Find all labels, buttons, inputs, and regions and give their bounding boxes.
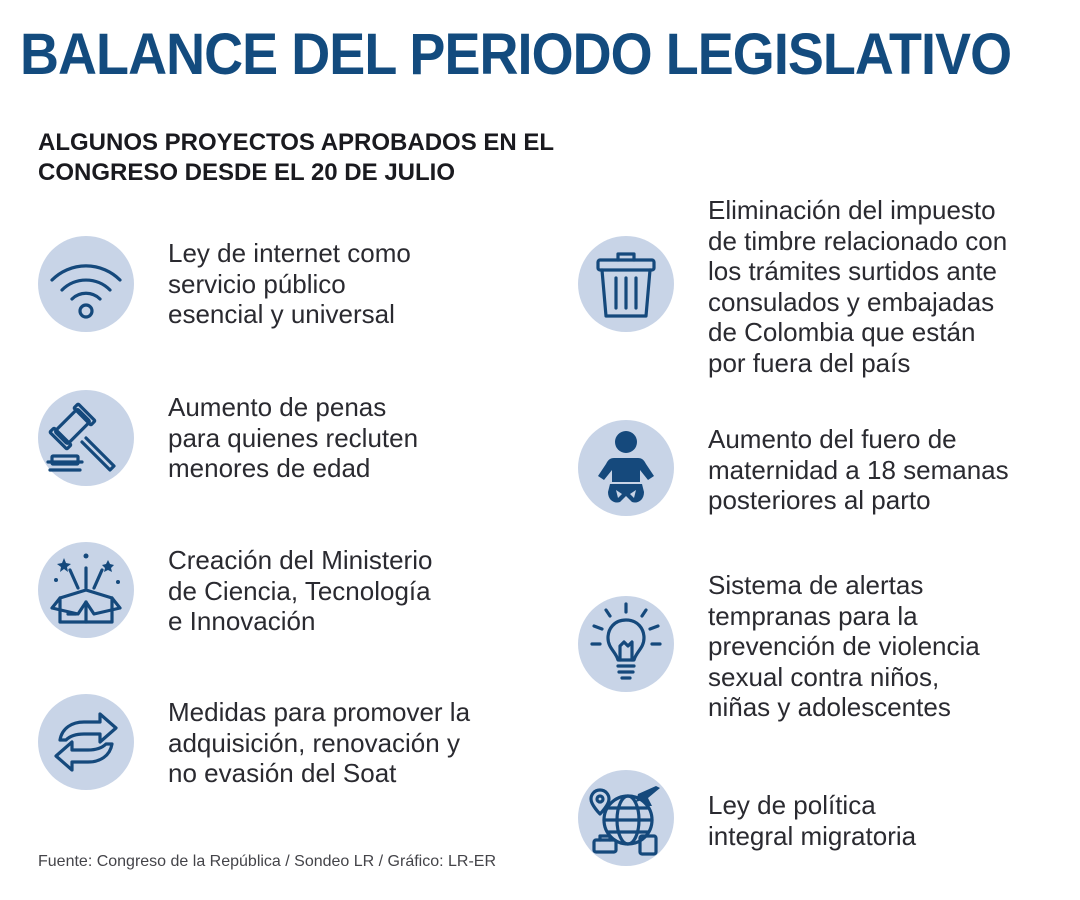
light-bulb-icon	[578, 596, 674, 692]
item-text: Eliminación del impuesto de timbre relacionado con los trámites surtidos ante consulados y embajadas de Colombia que están por fuera del país	[708, 195, 1008, 378]
baby-icon	[578, 420, 674, 516]
source-note: Fuente: Congreso de la República / Sondeo LR / Gráfico: LR-ER	[38, 853, 497, 870]
page-title: BALANCE DEL PERIODO LEGISLATIVO	[20, 22, 1012, 87]
refresh-arrows-icon	[38, 694, 134, 790]
item-text: Sistema de alertas tempranas para la prevención de violencia sexual contra niños, niñas y adolescentes	[708, 570, 980, 722]
item-text: Creación del Ministerio de Ciencia, Tecnología e Innovación	[168, 545, 433, 636]
item-text: Ley de política integral migratoria	[708, 790, 917, 851]
item-text: Aumento de penas para quienes recluten menores de edad	[168, 392, 419, 483]
gift-box-icon	[38, 542, 134, 638]
globe-travel-icon	[578, 770, 674, 866]
item-text: Ley de internet como servicio público esencial y universal	[168, 238, 411, 329]
page-subtitle: ALGUNOS PROYECTOS APROBADOS EN EL CONGRESO DESDE EL 20 DE JULIO	[38, 129, 555, 186]
item-text: Medidas para promover la adquisición, renovación y no evasión del Soat	[168, 697, 471, 788]
item-text: Aumento del fuero de maternidad a 18 semanas posteriores al parto	[708, 424, 1009, 515]
gavel-icon	[38, 390, 134, 486]
trash-bin-icon	[578, 236, 674, 332]
wifi-icon	[38, 236, 134, 332]
